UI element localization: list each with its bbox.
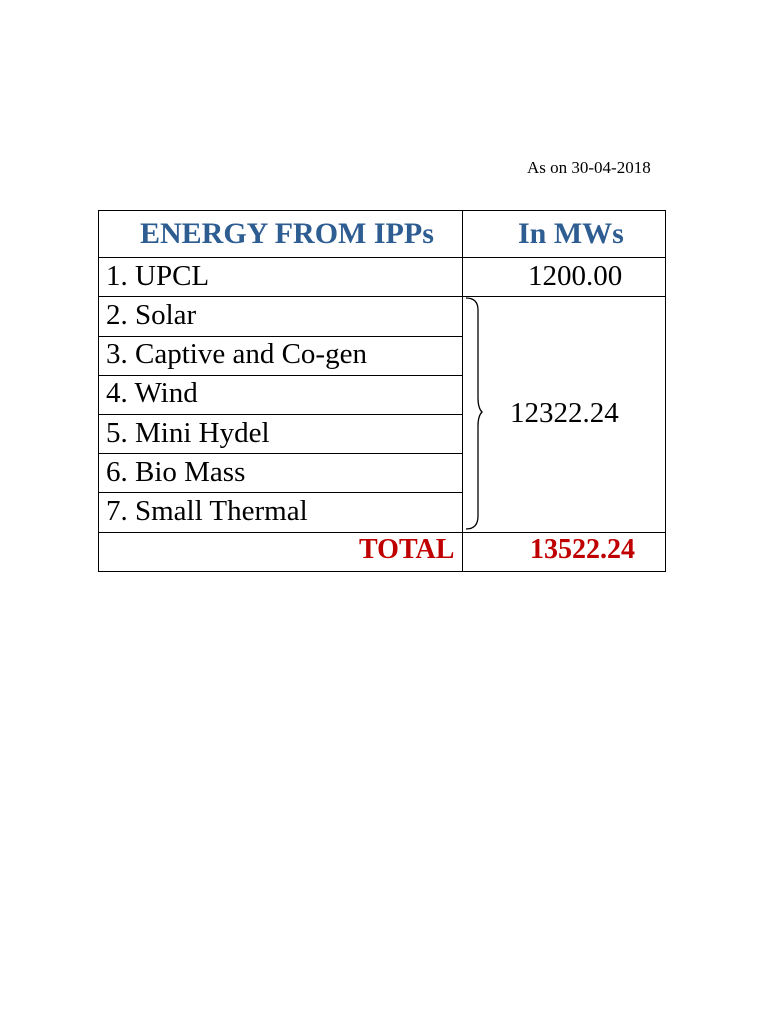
table-border-left xyxy=(98,210,99,572)
row-divider xyxy=(98,257,666,258)
total-label: TOTAL xyxy=(359,534,455,565)
table-border-bottom xyxy=(98,571,666,572)
column-divider xyxy=(462,210,463,572)
group-item-captive: 3. Captive and Co-gen xyxy=(106,338,367,370)
row-divider xyxy=(98,453,462,454)
upcl-label: 1. UPCL xyxy=(106,260,210,292)
as-on-date: As on 30-04-2018 xyxy=(527,158,651,177)
upcl-value: 1200.00 xyxy=(528,260,623,292)
table-border-top xyxy=(98,210,666,211)
group-item-bio-mass: 6. Bio Mass xyxy=(106,456,246,488)
group-item-wind: 4. Wind xyxy=(106,377,198,409)
row-divider xyxy=(98,296,666,297)
table-border-right xyxy=(665,210,666,572)
row-divider xyxy=(98,532,666,533)
group-item-small-thermal: 7. Small Thermal xyxy=(106,495,308,527)
energy-table xyxy=(98,210,666,572)
group-value: 12322.24 xyxy=(510,397,619,429)
row-divider xyxy=(98,492,462,493)
row-divider xyxy=(98,414,462,415)
curly-brace-icon xyxy=(464,296,484,532)
header-unit: In MWs xyxy=(518,217,624,250)
group-item-mini-hydel: 5. Mini Hydel xyxy=(106,417,270,449)
group-item-solar: 2. Solar xyxy=(106,299,197,331)
total-value: 13522.24 xyxy=(530,534,635,565)
header-source: ENERGY FROM IPPs xyxy=(140,217,434,250)
row-divider xyxy=(98,375,462,376)
row-divider xyxy=(98,336,462,337)
